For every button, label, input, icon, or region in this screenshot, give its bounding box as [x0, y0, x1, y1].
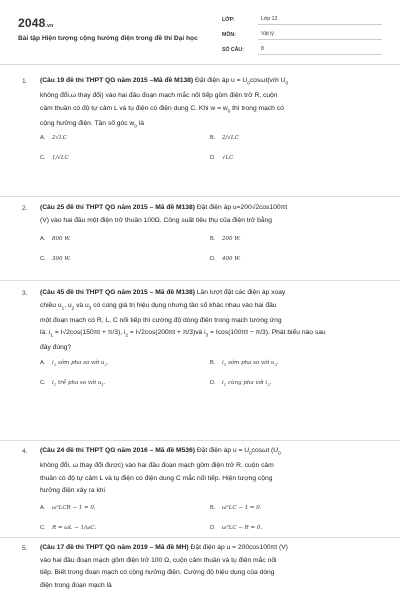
- question-number: 2.: [22, 205, 28, 212]
- option-letter: D.: [210, 524, 216, 531]
- option-value: ω²LCR − 1 = 0.: [52, 504, 96, 511]
- question-text-line: điện trong đoạn mạch là: [40, 582, 112, 590]
- answer-option-d[interactable]: [210, 155, 233, 161]
- question-text: [40, 75, 375, 133]
- question-text: [40, 202, 375, 227]
- option-letter: A.: [40, 359, 46, 366]
- option-letter: D.: [210, 256, 216, 263]
- question-divider: [0, 196, 400, 197]
- question-text-line: (V) vào hai đầu một điện trở thuần 100Ω. Công suất tiêu thụ của điện trở bằng: [40, 216, 272, 224]
- question-text-line: cảm thuần có độ tự cảm L và tụ điện có điện dung C. Khi $w = w_0$ thì trong mạch có: [40, 104, 284, 114]
- option-value: 1/√LC: [52, 154, 69, 161]
- answer-option-c[interactable]: [40, 525, 96, 531]
- option-letter: A.: [40, 504, 46, 511]
- option-value: $i_2$ sớm pha so với $u_2$.: [52, 359, 109, 367]
- question-text-line: là: $i_1 = I√2\cos(150\pi t + \pi/3)$, $i_2 = I√2\cos(200\pi t$ + π/3)và $i_3 = Icos(100\pi t - \pi/3)$. Phát biểu nào sau: [40, 329, 326, 338]
- option-letter: B.: [210, 134, 216, 141]
- answer-option-d[interactable]: [210, 380, 271, 387]
- option-letter: A.: [40, 236, 46, 243]
- option-letter: A.: [40, 134, 46, 141]
- answer-option-a[interactable]: [40, 360, 109, 367]
- option-letter: B.: [210, 236, 216, 243]
- answer-option-b[interactable]: [210, 135, 239, 141]
- question-divider: [0, 537, 400, 538]
- question-number: 3.: [22, 290, 28, 297]
- option-value: 200 W.: [222, 236, 241, 243]
- option-value: $i_1$ cùng pha với $i_2$.: [222, 379, 272, 387]
- question-text-line: tiếp. Biết trong đoạn mạch có cộng hưởng điện. Cường độ hiệu dụng của dòng: [40, 569, 275, 577]
- answer-option-d[interactable]: [210, 525, 262, 531]
- option-value: $i_1$ trễ pha so với $u_1$.: [52, 379, 106, 387]
- meta-question-count: SỐ CÂU: 8: [222, 47, 382, 53]
- option-value: 300 W.: [52, 256, 71, 263]
- question-text-line: đây đúng?: [40, 344, 72, 352]
- answer-option-a[interactable]: [40, 505, 96, 511]
- question-text-line: cộng hưởng điện. Tần số góc $w_0$ là: [40, 119, 144, 129]
- question-text-line: (Câu 24 đề thi THPT QG năm 2016 – Mã đề M536) Đặt điện áp $u = U_0\cos\omega t$ ($U_0$: [40, 447, 281, 456]
- answer-option-c[interactable]: [40, 380, 106, 387]
- question-number: 5.: [22, 545, 28, 552]
- document-title: Bài tập Hiện tượng cộng hưởng điện trong đề thi Đại học: [18, 35, 198, 42]
- question-text-line: (Câu 45 đề thi THPT QG năm 2015 – Mã đề M138) Lần lượt đặt các điện áp xoay: [40, 289, 286, 296]
- answer-option-a[interactable]: [40, 236, 71, 242]
- question-text-line: vào hai đầu đoạn mạch gồm điện trở 100 Ω, cuộn cảm thuần và tụ điện mắc nối: [40, 556, 277, 564]
- question-number: 1.: [22, 78, 28, 85]
- option-letter: C.: [40, 379, 46, 386]
- question-text-line: (Câu 25 đề thi THPT QG năm 2015 – Mã đề M138) Đặt điện áp u=200√2cos100πt: [40, 204, 288, 211]
- page-header: [0, 0, 400, 65]
- option-letter: B.: [210, 359, 216, 366]
- option-value: ω²LC − R = 0.: [222, 524, 263, 531]
- option-letter: D.: [210, 379, 216, 386]
- meta-grade: LỚP: Lớp 12: [222, 17, 382, 23]
- question-text-line: (Câu 17 đề thi THPT QG năm 2019 – Mã đề MH) Đặt điện áp u = 200cos100πt (V): [40, 544, 288, 551]
- question-text-line: (Câu 19 đề thi THPT QG năm 2015 –Mã đề M138) Đặt điện áp $u = U_0\cos\omega t(với$ $U_0$: [40, 77, 289, 86]
- meta-subject: MÔN: Vật lý: [222, 32, 382, 38]
- question-number: 4.: [22, 448, 28, 455]
- option-letter: C.: [40, 154, 46, 161]
- option-letter: C.: [40, 256, 46, 263]
- question-text-line: hưởng điện xảy ra khi: [40, 487, 105, 495]
- question-text: [40, 287, 375, 355]
- answer-option-b[interactable]: [210, 505, 262, 511]
- question-divider: [0, 440, 400, 441]
- answer-option-c[interactable]: [40, 256, 71, 262]
- option-value: 400 W.: [222, 256, 241, 263]
- question-divider: [0, 280, 400, 281]
- answer-option-c[interactable]: [40, 155, 69, 161]
- option-letter: C.: [40, 524, 46, 531]
- option-value: ω²LC − 1 = 0.: [222, 504, 262, 511]
- answer-option-b[interactable]: [210, 236, 241, 242]
- option-value: 2/√LC: [222, 134, 239, 141]
- answer-option-b[interactable]: [210, 360, 279, 367]
- question-text-line: chiều $u_1$, $u_2$ và $u_3$ có cùng giá trị hiệu dụng nhưng tần số khác nhau vào hai đầu: [40, 301, 277, 311]
- option-value: $i_3$ sớm pha so với $u_3$.: [222, 359, 279, 367]
- option-letter: B.: [210, 504, 216, 511]
- question-text: [40, 542, 375, 593]
- answer-option-a[interactable]: [40, 135, 67, 141]
- question-text-line: thuần có độ tự cảm L và tụ điện có điện dung C mắc nối tiếp. Hiện tượng cộng: [40, 474, 273, 482]
- option-value: 800 W.: [52, 236, 71, 243]
- site-logo[interactable]: 2048.vn: [18, 16, 54, 30]
- option-letter: D.: [210, 154, 216, 161]
- option-value: 2√LC: [52, 134, 67, 141]
- question-text-line: một đoạn mạch có R, L, C nối tiếp thì cường độ dòng điện trong mạch tương ứng: [40, 316, 282, 324]
- option-value: R = ωL − 1/ωC.: [52, 524, 97, 531]
- question-text-line: không đổi, ω thay đổi được) vào hai đầu đoạn mạch gồm điện trở R, cuộn cảm: [40, 462, 274, 470]
- question-text-line: không đổi,ω thay đổi) vào hai đầu đoạn mạch mắc nối tiếp gồm điện trở R, cuộn: [40, 92, 278, 100]
- question-text: [40, 445, 375, 498]
- option-value: √LC: [222, 154, 234, 161]
- answer-option-d[interactable]: [210, 256, 241, 262]
